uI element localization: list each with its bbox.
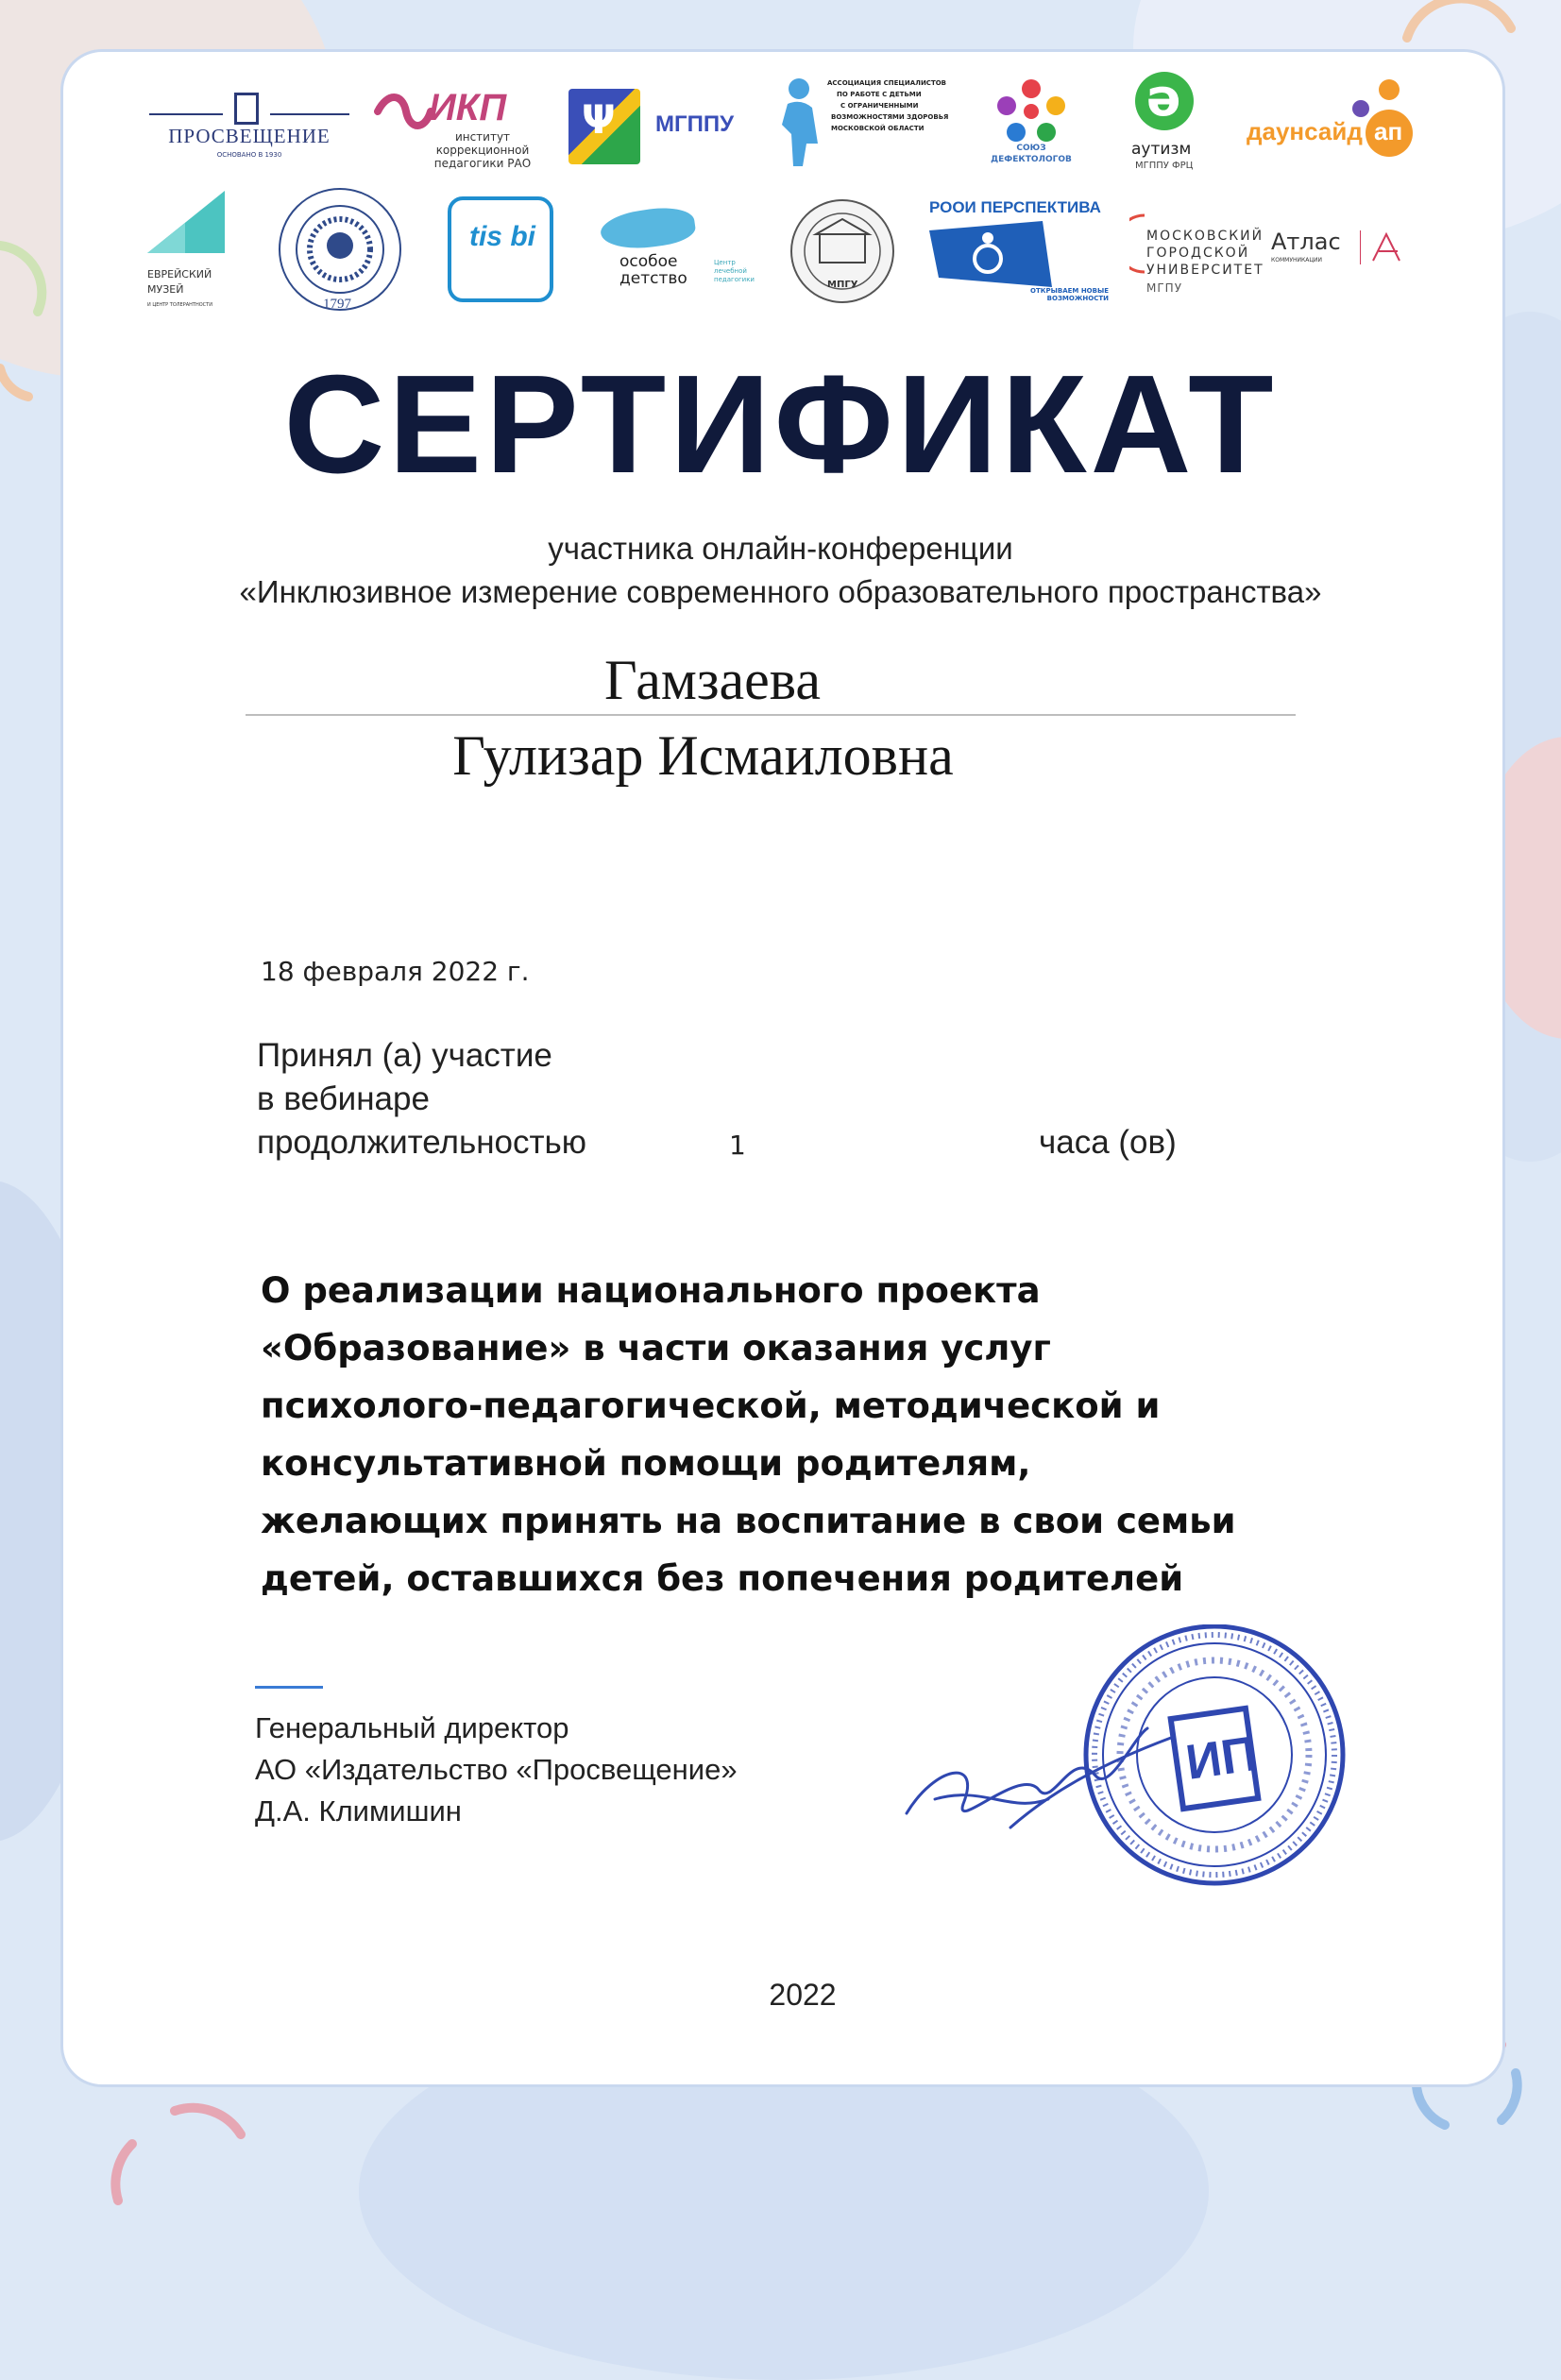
logo-mgpu [1129, 206, 1262, 300]
logo-mpgu [788, 196, 897, 306]
rooi-caption: ОТКРЫВАЕМ НОВЫЕ ВОЗМОЖНОСТИ [1030, 287, 1109, 302]
mgpu-arc-icon [1129, 213, 1146, 274]
soyuz-line-2: ДЕФЕКТОЛОГОВ [991, 155, 1072, 164]
subtitle-line-1: участника онлайн-конференции [548, 531, 1013, 566]
mgpu-line-1: МОСКОВСКИЙ [1146, 229, 1264, 244]
name-underline [246, 714, 1296, 716]
logo-atlas [1271, 229, 1413, 276]
ikp-line-3: педагогики РАО [433, 157, 532, 170]
signatory-name: Д.А. Климишин [255, 1794, 462, 1828]
topic-line: О реализации национального проекта [261, 1270, 1041, 1311]
ikp-swirl-icon [374, 93, 433, 130]
topic-line: детей, оставшихся без попечения родителей [261, 1558, 1184, 1599]
certificate-year: 2022 [769, 1978, 837, 2012]
official-stamp [1086, 1626, 1343, 1883]
logo-rooi-perspektiva [929, 198, 1109, 302]
duration-value: 1 [729, 1130, 746, 1161]
osoboe-caption: Центр лечебной педагогики [714, 259, 755, 283]
stamp-mark: ИП [1182, 1726, 1261, 1791]
duration-unit: часа (ов) [1039, 1124, 1177, 1161]
ikp-name: ИКП [429, 87, 507, 128]
atlas-name: Атлас [1271, 229, 1341, 255]
logo-association [774, 76, 949, 170]
event-date: 18 февраля 2022 г. [261, 956, 530, 987]
herzen-year: 1797 [323, 297, 351, 312]
participation-line-2: в вебинаре [257, 1080, 430, 1117]
soyuz-line-1: СОЮЗ [1016, 144, 1046, 153]
mgpu-line-2: ГОРОДСКОЙ [1146, 246, 1250, 261]
ikp-line-2: коррекционной [435, 144, 530, 157]
handwritten-signature [907, 1728, 1171, 1828]
museum-shape-icon [147, 191, 225, 253]
autism-name: аутизм [1131, 140, 1192, 159]
museum-line-2: МУЗЕЙ [147, 283, 184, 296]
prosveshchenie-caption: ОСНОВАНО В 1930 [216, 151, 282, 159]
topic-line: психолого-педагогической, методической и [261, 1386, 1161, 1426]
association-line-3: С ОГРАНИЧЕННЫМИ [840, 102, 919, 110]
ikp-line-1: институт [454, 130, 511, 144]
autism-caption: МГППУ ФРЦ [1135, 161, 1194, 171]
participation-line-1: Принял (а) участие [257, 1037, 552, 1074]
subtitle-line-2: «Инклюзивное измерение современного образовательного пространства» [239, 574, 1322, 609]
certificate-title: СЕРТИФИКАТ [283, 347, 1278, 502]
logo-osoboe-detstvo [591, 206, 771, 300]
webinar-topic [261, 1262, 1328, 1607]
prosveshchenie-line-left [149, 113, 223, 115]
mgpu-caption: МГПУ [1146, 281, 1183, 295]
prosveshchenie-name: ПРОСВЕЩЕНИЕ [168, 125, 331, 147]
museum-line-3: И ЦЕНТР ТОЛЕРАНТНОСТИ [147, 302, 212, 308]
prosveshchenie-line-right [270, 113, 349, 115]
downside-badge-text: ап [1374, 117, 1403, 145]
atlas-caption: КОММУНИКАЦИИ [1271, 257, 1322, 264]
museum-line-1: ЕВРЕЙСКИЙ [147, 268, 212, 280]
mpgu-name: МПГУ [827, 280, 858, 290]
topic-line: консультативной помощи родителям, [261, 1443, 1031, 1484]
tisbi-name: tis bi [468, 221, 535, 252]
logo-tisbi [448, 196, 557, 304]
signatory-organization: АО «Издательство «Просвещение» [255, 1753, 738, 1786]
association-line-2: ПО РАБОТЕ С ДЕТЬМИ [837, 91, 922, 98]
autism-mark-letter: ə [1146, 68, 1181, 128]
mgppu-name: МГППУ [655, 111, 735, 137]
rooi-name: РООИ ПЕРСПЕКТИВА [929, 198, 1101, 216]
rooi-wheelchair-icon [929, 221, 1052, 287]
logo-prosveshchenie [149, 87, 349, 162]
association-figure-icon [774, 76, 827, 170]
participant-last-name: Гамзаева [604, 649, 821, 711]
mgppu-psi-symbol: Ψ [582, 96, 616, 143]
signature-and-stamp [897, 1624, 1426, 1908]
topic-line: желающих принять на воспитание в свои семьи [261, 1501, 1236, 1541]
osoboe-name: особое детство [619, 252, 687, 288]
logo-jewish-museum [147, 191, 232, 314]
downside-name: даунсайд [1247, 117, 1363, 145]
mgpu-line-3: УНИВЕРСИТЕТ [1146, 263, 1264, 278]
duration-label: продолжительностью [257, 1124, 587, 1161]
participant-first-names: Гулизар Исмаиловна [452, 724, 954, 787]
logo-soyuz-defektologov [975, 77, 1088, 168]
logo-downside-up [1247, 79, 1417, 164]
logo-ikp [374, 87, 534, 172]
prosveshchenie-mark-icon [234, 93, 259, 125]
signature-accent-line [255, 1686, 323, 1689]
atlas-divider [1360, 230, 1361, 264]
osoboe-brush-icon [599, 203, 698, 254]
association-line-5: МОСКОВСКОЙ ОБЛАСТИ [831, 125, 925, 132]
logo-autism [1126, 68, 1211, 176]
signatory-title: Генеральный директор [255, 1711, 569, 1744]
association-line-4: ВОЗМОЖНОСТЯМИ ЗДОРОВЬЯ [831, 113, 949, 121]
logo-herzen-university [274, 185, 416, 317]
soyuz-flower-icon [993, 77, 1069, 144]
atlas-mark-icon [1369, 230, 1403, 264]
downside-dot-orange [1379, 79, 1400, 100]
downside-dot-purple [1352, 100, 1369, 117]
logo-mgppu [568, 87, 748, 168]
topic-line: «Образование» в части оказания услуг [261, 1328, 1051, 1368]
association-line-1: АССОЦИАЦИЯ СПЕЦИАЛИСТОВ [827, 79, 947, 87]
